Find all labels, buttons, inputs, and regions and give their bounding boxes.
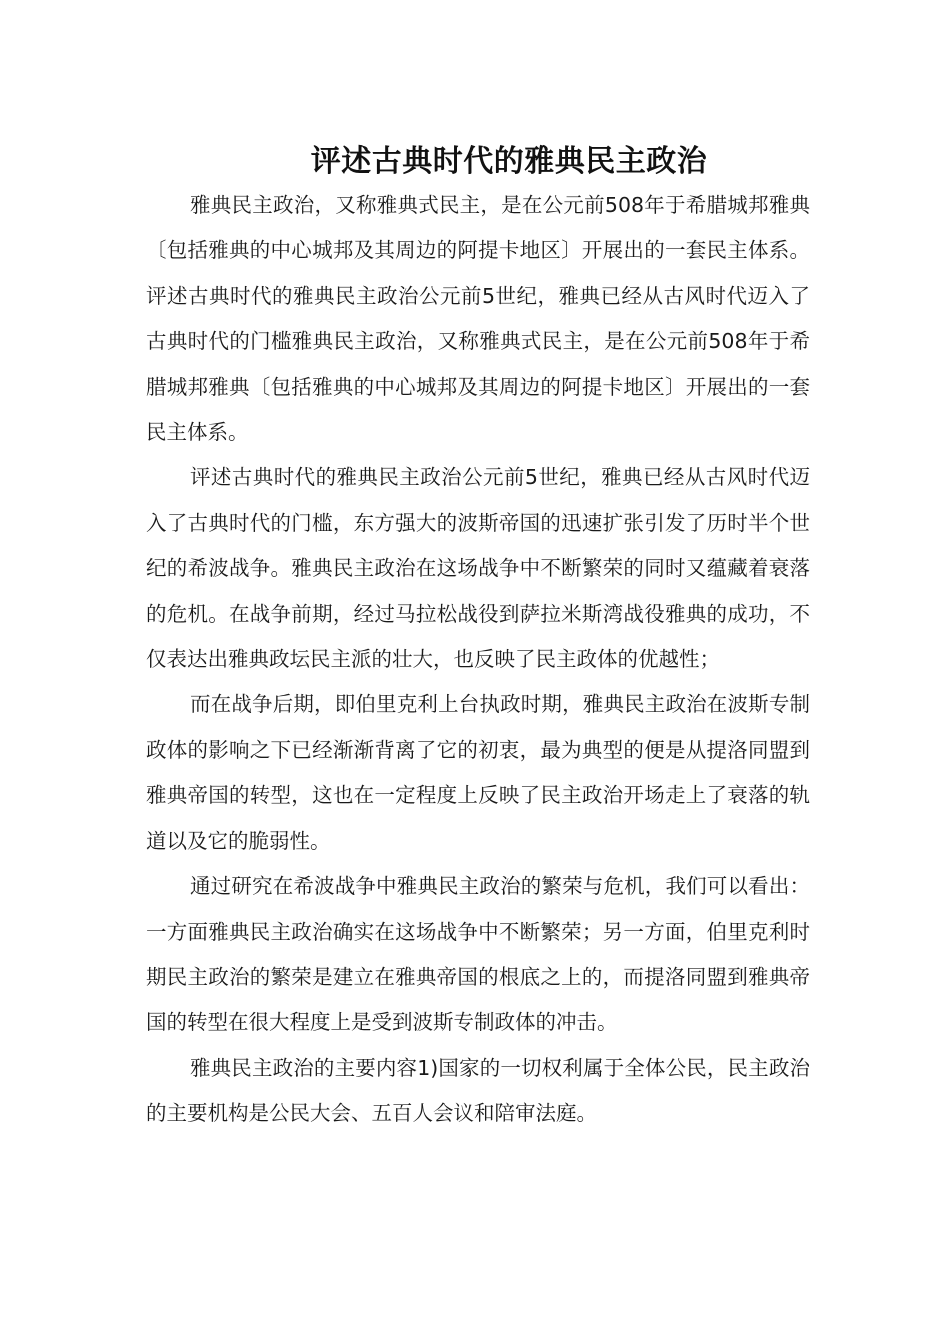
paragraph-1: 雅典民主政治，又称雅典式民主，是在公元前508年于希腊城邦雅典〔包括雅典的中心城邦及其周边的阿提卡地区〕开展出的一套民主体系。评述古典时代的雅典民主政治公元前5世纪，雅典已经从古风时代迈入了古典时代的门槛雅典民主政治，又称雅典式民主，是在公元前508年于希腊城邦雅典〔包括雅典的中心城邦及其周边的阿提卡地区〕开展出的一套民主体系。	[146, 193, 810, 445]
paragraph-3: 而在战争后期，即伯里克利上台执政时期，雅典民主政治在波斯专制政体的影响之下已经渐渐背离了它的初衷，最为典型的便是从提洛同盟到雅典帝国的转型，这也在一定程度上反映了民主政治开场走上了衰落的轨道以及它的脆弱性。	[146, 692, 810, 853]
paragraph-5: 雅典民主政治的主要内容1)国家的一切权利属于全体公民，民主政治的主要机构是公民大会、五百人会议和陪审法庭。	[146, 1055, 810, 1126]
paragraph-4: 通过研究在希波战争中雅典民主政治的繁荣与危机，我们可以看出：一方面雅典民主政治确实在这场战争中不断繁荣；另一方面，伯里克利时期民主政治的繁荣是建立在雅典帝国的根底之上的，而提洛同盟到雅典帝国的转型在很大程度上是受到波斯专制政体的冲击。	[146, 874, 810, 1035]
paragraph-2: 评述古典时代的雅典民主政治公元前5世纪，雅典已经从古风时代迈入了古典时代的门槛，东方强大的波斯帝国的迅速扩张引发了历时半个世纪的希波战争。雅典民主政治在这场战争中不断繁荣的同时又蕴藏着衰落的危机。在战争前期，经过马拉松战役到萨拉米斯湾战役雅典的成功，不仅表达出雅典政坛民主派的壮大，也反映了民主政体的优越性；	[146, 465, 810, 672]
document-body	[146, 183, 810, 1137]
document-title: 评述古典时代的雅典民主政治	[310, 144, 708, 180]
